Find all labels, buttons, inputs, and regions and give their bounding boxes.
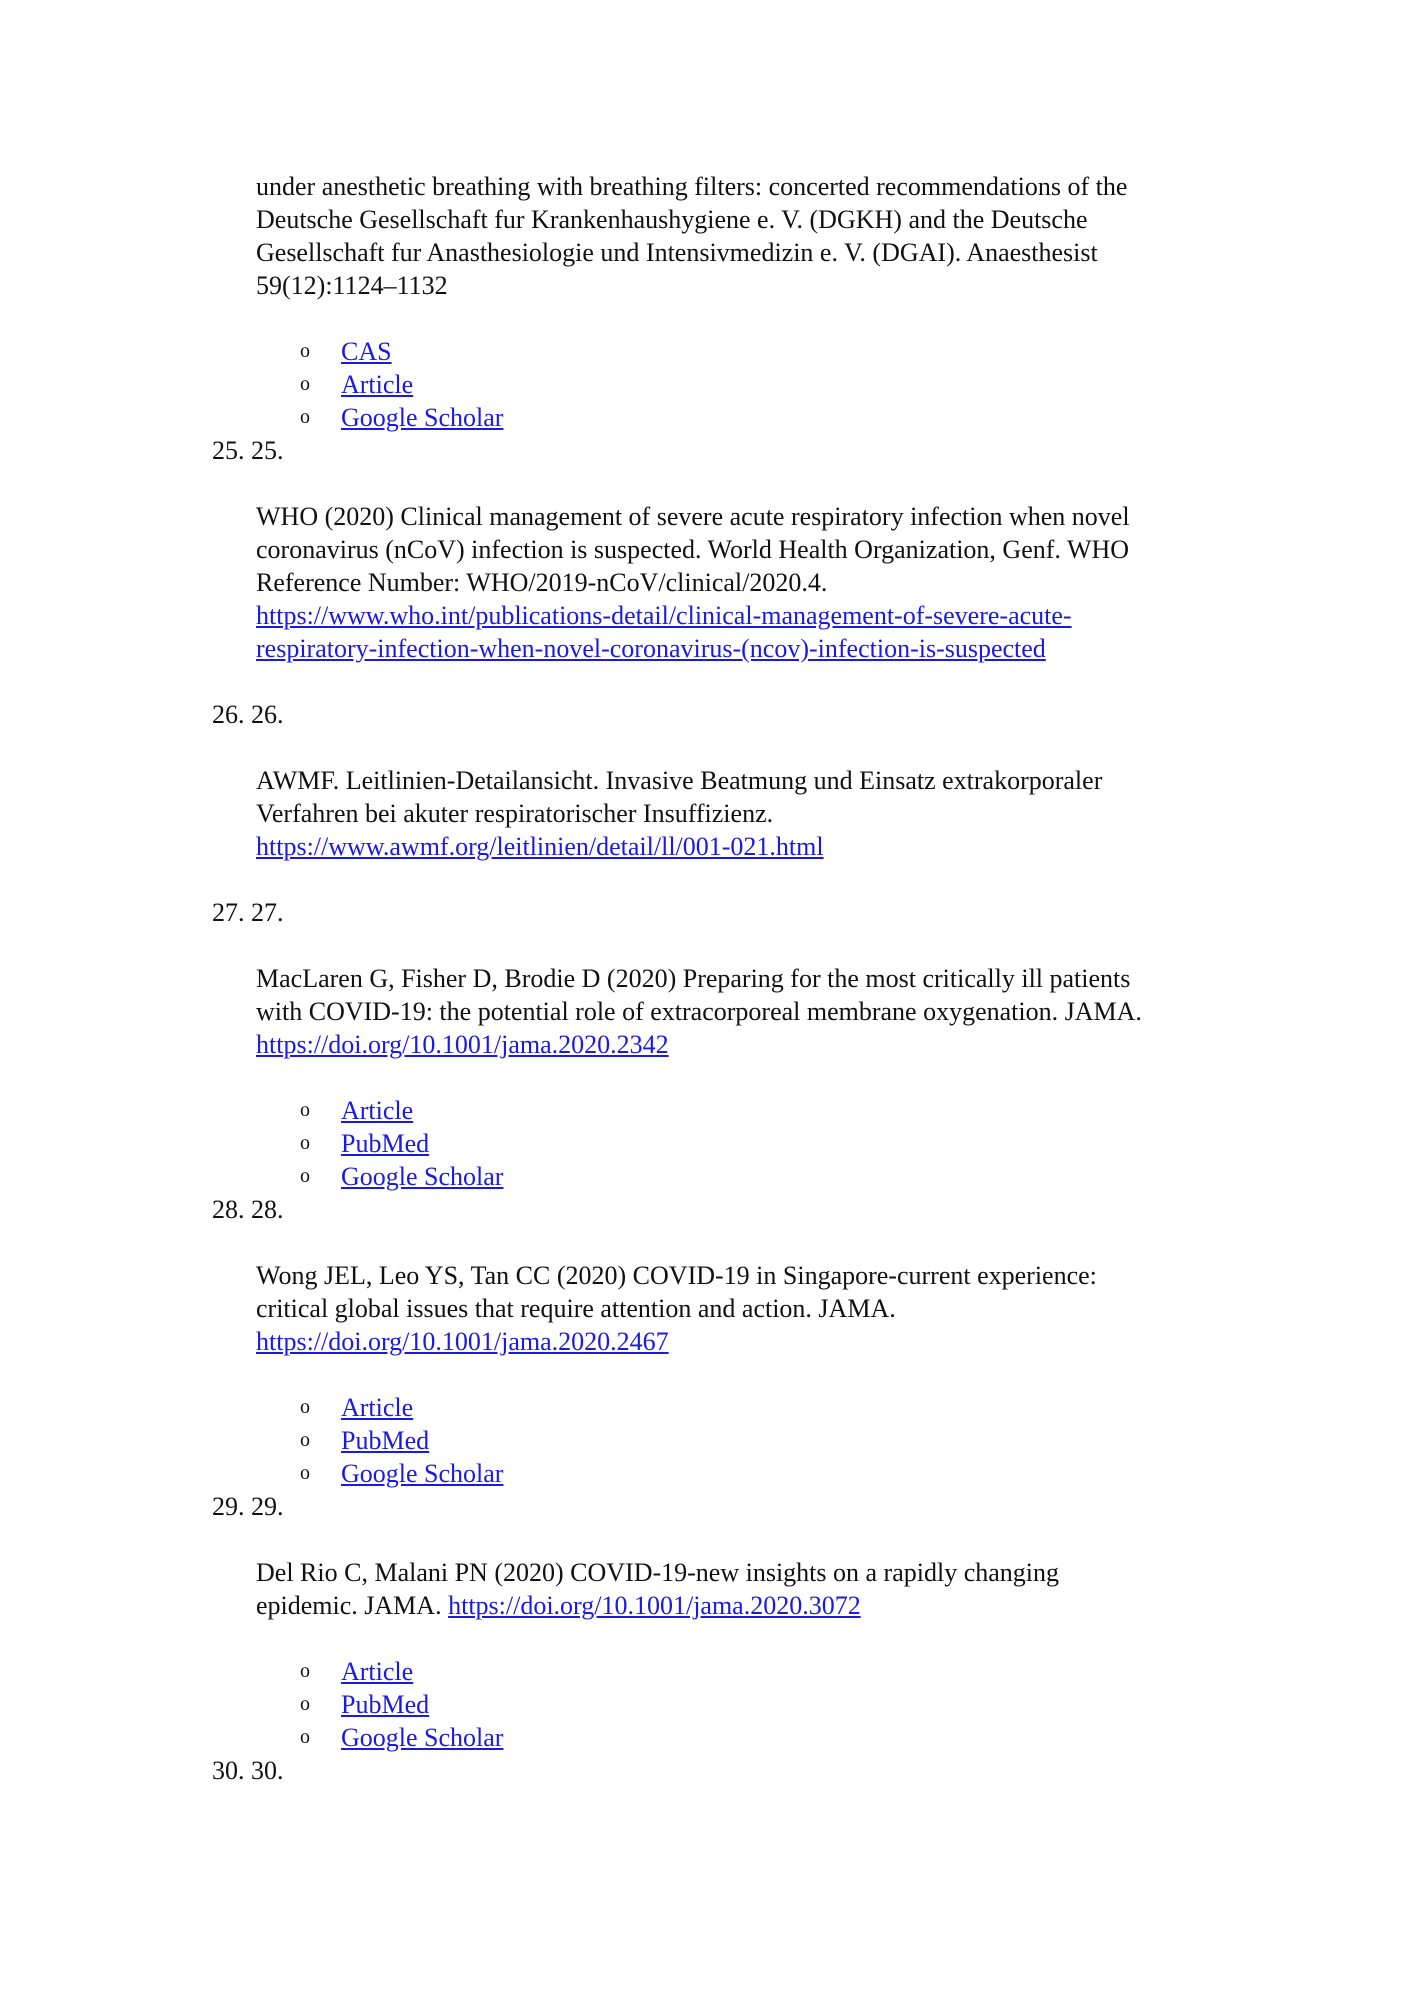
spacer <box>0 665 1413 698</box>
bullet-circle-icon: o <box>300 1396 310 1418</box>
reference-links-list <box>0 1655 1413 1754</box>
bullet-circle-icon: o <box>300 1132 310 1154</box>
reference-text-segment: Verfahren bei akuter respiratorischer Insuffizienz. <box>256 799 774 828</box>
reference-link-item <box>0 368 1413 401</box>
reference-line <box>0 500 1413 533</box>
reference-line <box>0 1259 1413 1292</box>
reference-text-segment: epidemic. JAMA. <box>256 1591 449 1620</box>
bullet-circle-icon: o <box>300 1462 310 1484</box>
reference-line <box>0 170 1413 203</box>
reference-text-segment: AWMF. Leitlinien-Detailansicht. Invasive Beatmung und Einsatz extrakorporaler <box>256 766 1103 795</box>
article-link[interactable]: Article <box>341 1096 414 1125</box>
reference-text-segment: Deutsche Gesellschaft fur Krankenhaushygiene e. V. (DGKH) and the Deutsche <box>256 205 1088 234</box>
reference-line <box>0 533 1413 566</box>
reference-url-link[interactable]: https://doi.org/10.1001/jama.2020.2342 <box>256 1030 669 1059</box>
reference-number: 27. 27. <box>212 898 284 927</box>
reference-number: 26. 26. <box>212 700 284 729</box>
reference-link-item <box>0 1424 1413 1457</box>
google-scholar-link[interactable]: Google Scholar <box>341 403 504 432</box>
reference-link-item <box>0 335 1413 368</box>
reference-text-segment: WHO (2020) Clinical management of severe acute respiratory infection when novel <box>256 502 1130 531</box>
spacer <box>0 1226 1413 1259</box>
reference-text-segment: Wong JEL, Leo YS, Tan CC (2020) COVID-19 in Singapore-current experience: <box>256 1261 1097 1290</box>
reference-line <box>0 599 1413 632</box>
reference-link-item <box>0 401 1413 434</box>
pubmed-link[interactable]: PubMed <box>341 1690 430 1719</box>
reference-line <box>0 764 1413 797</box>
reference-link-item <box>0 1127 1413 1160</box>
reference-text-segment: 59(12):1124–1132 <box>256 271 448 300</box>
reference-line <box>0 566 1413 599</box>
reference-link-item <box>0 1721 1413 1754</box>
reference-line <box>0 1292 1413 1325</box>
reference-text <box>0 500 1413 665</box>
reference-line <box>0 830 1413 863</box>
reference-line <box>0 797 1413 830</box>
reference-links-list <box>0 1391 1413 1490</box>
reference-link-item <box>0 1457 1413 1490</box>
bullet-circle-icon: o <box>300 1660 310 1682</box>
reference-text-segment: Gesellschaft fur Anasthesiologie und Intensivmedizin e. V. (DGAI). Anaesthesist <box>256 238 1098 267</box>
reference-line <box>0 269 1413 302</box>
bullet-circle-icon: o <box>300 373 310 395</box>
reference-links-list <box>0 335 1413 434</box>
reference-line <box>0 632 1413 665</box>
reference-number: 29. 29. <box>212 1492 284 1521</box>
reference-text-segment: critical global issues that require attention and action. JAMA. <box>256 1294 896 1323</box>
article-link[interactable]: Article <box>341 1393 414 1422</box>
spacer <box>0 863 1413 896</box>
reference-text <box>0 962 1413 1061</box>
spacer <box>0 1061 1413 1094</box>
spacer <box>0 731 1413 764</box>
reference-url-link[interactable]: https://www.who.int/publications-detail/clinical-management-of-severe-acute- <box>256 601 1072 630</box>
article-link[interactable]: Article <box>341 370 414 399</box>
reference-line <box>0 1589 1413 1622</box>
reference-line <box>0 962 1413 995</box>
reference-link-item <box>0 1094 1413 1127</box>
pubmed-link[interactable]: PubMed <box>341 1426 430 1455</box>
google-scholar-link[interactable]: Google Scholar <box>341 1459 504 1488</box>
bullet-circle-icon: o <box>300 1429 310 1451</box>
reference-text-segment: Del Rio C, Malani PN (2020) COVID-19-new insights on a rapidly changing <box>256 1558 1060 1587</box>
reference-link-item <box>0 1160 1413 1193</box>
reference-line <box>0 1028 1413 1061</box>
spacer <box>0 302 1413 335</box>
spacer <box>0 929 1413 962</box>
pubmed-link[interactable]: PubMed <box>341 1129 430 1158</box>
reference-line <box>0 203 1413 236</box>
reference-text <box>0 764 1413 863</box>
reference-text-segment: MacLaren G, Fisher D, Brodie D (2020) Preparing for the most critically ill patients <box>256 964 1131 993</box>
reference-line <box>0 236 1413 269</box>
reference-text-segment: with COVID-19: the potential role of extracorporeal membrane oxygenation. JAMA. <box>256 997 1142 1026</box>
reference-text <box>0 1556 1413 1622</box>
reference-line <box>0 1556 1413 1589</box>
reference-number: 25. 25. <box>212 436 284 465</box>
reference-line <box>0 1325 1413 1358</box>
bullet-circle-icon: o <box>300 1099 310 1121</box>
reference-line <box>0 995 1413 1028</box>
reference-number: 28. 28. <box>212 1195 284 1224</box>
reference-url-link[interactable]: respiratory-infection-when-novel-coronavirus-(ncov)-infection-is-suspected <box>256 634 1046 663</box>
reference-link-item <box>0 1655 1413 1688</box>
cas-link[interactable]: CAS <box>341 337 392 366</box>
reference-url-link[interactable]: https://www.awmf.org/leitlinien/detail/ll/001-021.html <box>256 832 824 861</box>
bullet-circle-icon: o <box>300 1726 310 1748</box>
reference-text-segment: under anesthetic breathing with breathing filters: concerted recommendations of the <box>256 172 1128 201</box>
spacer <box>0 1358 1413 1391</box>
spacer <box>0 467 1413 500</box>
reference-text-segment: coronavirus (nCoV) infection is suspected. World Health Organization, Genf. WHO <box>256 535 1130 564</box>
google-scholar-link[interactable]: Google Scholar <box>341 1723 504 1752</box>
reference-links-list <box>0 1094 1413 1193</box>
reference-link-item <box>0 1391 1413 1424</box>
reference-url-link[interactable]: https://doi.org/10.1001/jama.2020.2467 <box>256 1327 669 1356</box>
spacer <box>0 1523 1413 1556</box>
bullet-circle-icon: o <box>300 1165 310 1187</box>
spacer <box>0 1622 1413 1655</box>
bullet-circle-icon: o <box>300 1693 310 1715</box>
reference-number: 30. 30. <box>212 1756 284 1785</box>
bullet-circle-icon: o <box>300 406 310 428</box>
reference-url-link[interactable]: https://doi.org/10.1001/jama.2020.3072 <box>448 1591 861 1620</box>
reference-text <box>0 170 1413 302</box>
google-scholar-link[interactable]: Google Scholar <box>341 1162 504 1191</box>
reference-text-segment: Reference Number: WHO/2019-nCoV/clinical/2020.4. <box>256 568 828 597</box>
reference-list <box>0 170 1413 1787</box>
reference-link-item <box>0 1688 1413 1721</box>
reference-text <box>0 1259 1413 1358</box>
bullet-circle-icon: o <box>300 340 310 362</box>
article-link[interactable]: Article <box>341 1657 414 1686</box>
